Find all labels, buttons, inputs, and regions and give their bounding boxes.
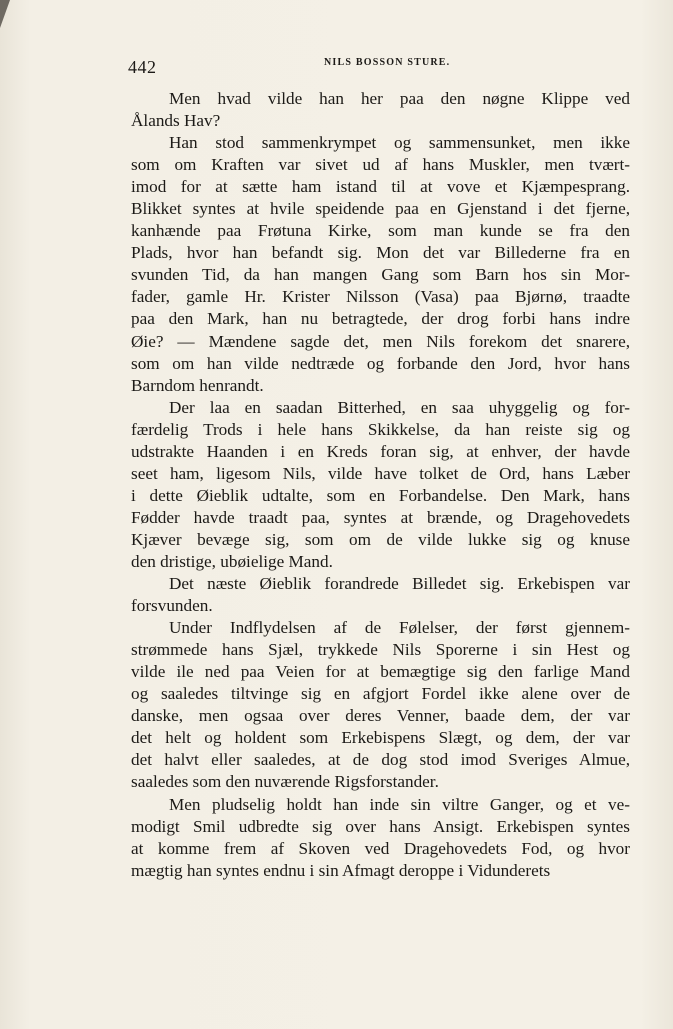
text-line: som om Kraften var sivet ud af hans Muskler, men tvært- [131, 155, 630, 175]
text-line: danske, men ogsaa over deres Venner, baade dem, der var [131, 706, 630, 726]
text-line: saaledes som den nuværende Rigsforstander. [131, 772, 439, 792]
text-line: mægtig han syntes endnu i sin Afmagt deroppe i Vidunderets [131, 860, 551, 880]
text-line: det helt og holdent som Erkebispens Slægt, og dem, der var [131, 728, 630, 748]
text-line: forsvunden. [131, 596, 213, 616]
text-line: Kjæver bevæge sig, som om de vilde lukke sig og knuse [131, 529, 630, 549]
text-line: kanhænde paa Frøtuna Kirke, som man kunde se fra den [131, 221, 630, 241]
text-line: Ålands Hav? [131, 111, 221, 131]
text-line: Det næste Øieblik forandrede Billedet sig. Erkebispen var [169, 574, 630, 594]
text-line: udstrakte Haanden i en Kreds foran sig, at enhver, der havde [131, 441, 630, 461]
text-line: færdelig Trods i hele hans Skikkelse, da han reiste sig og [131, 419, 630, 439]
text-line: Plads, hvor han befandt sig. Mon det var Billederne fra en [131, 243, 630, 263]
page-number: 442 [128, 57, 157, 77]
text-line: Han stod sammenkrympet og sammensunket, men ikke [169, 133, 630, 153]
text-line: strømmede hans Sjæl, trykkede Nils Sporerne i sin Hest og [131, 640, 630, 660]
text-line: modigt Smil udbredte sig over hans Ansigt. Erkebispen syntes [131, 816, 630, 836]
text-line: seet ham, ligesom Nils, vilde have tolket de Ord, hans Læber [131, 463, 630, 483]
text-line: som om han vilde nedtræde og forbande den Jord, hvor hans [131, 353, 630, 373]
text-line: Øie? — Mændene sagde det, men Nils forekom det snarere, [131, 331, 630, 351]
text-line: Fødder havde traadt paa, syntes at brænde, og Dragehovedets [131, 507, 630, 527]
text-line: paa den Mark, han nu betragtede, der drog forbi hans indre [131, 309, 630, 329]
page-corner-shadow [0, 0, 10, 28]
text-line: Der laa en saadan Bitterhed, en saa uhyggelig og for- [169, 397, 630, 417]
text-line: Men hvad vilde han her paa den nøgne Klippe ved [169, 89, 630, 108]
running-title: NILS BOSSON STURE. [324, 57, 451, 68]
text-line: fader, gamle Hr. Krister Nilsson (Vasa) paa Bjørnø, traadte [131, 287, 630, 307]
text-line: vilde ile ned paa Veien for at bemægtige sig den farlige Mand [131, 662, 630, 682]
text-line: og saaledes tiltvinge sig en afgjort Fordel ikke alene over de [131, 684, 630, 704]
text-line: svunden Tid, da han mangen Gang som Barn hos sin Mor- [131, 265, 630, 285]
text-line: Under Indflydelsen af de Følelser, der først gjennem- [169, 618, 630, 638]
text-line: det halvt eller saaledes, at de dog stod imod Sveriges Almue, [131, 750, 630, 770]
page-header [128, 54, 633, 80]
text-line: i dette Øieblik udtalte, som en Forbandelse. Den Mark, hans [131, 485, 630, 505]
text-line: imod for at sætte ham istand til at vove et Kjæmpesprang. [131, 177, 630, 197]
text-line: Blikket syntes at hvile speidende paa en Gjenstand i det fjerne, [131, 199, 630, 219]
text-line: at komme frem af Skoven ved Dragehovedets Fod, og hvor [131, 838, 630, 858]
text-line: Men pludselig holdt han inde sin viltre Ganger, og et ve- [169, 794, 630, 814]
body-text [131, 88, 630, 882]
text-line: den dristige, ubøielige Mand. [131, 551, 333, 571]
text-line: Barndom henrandt. [131, 375, 264, 395]
